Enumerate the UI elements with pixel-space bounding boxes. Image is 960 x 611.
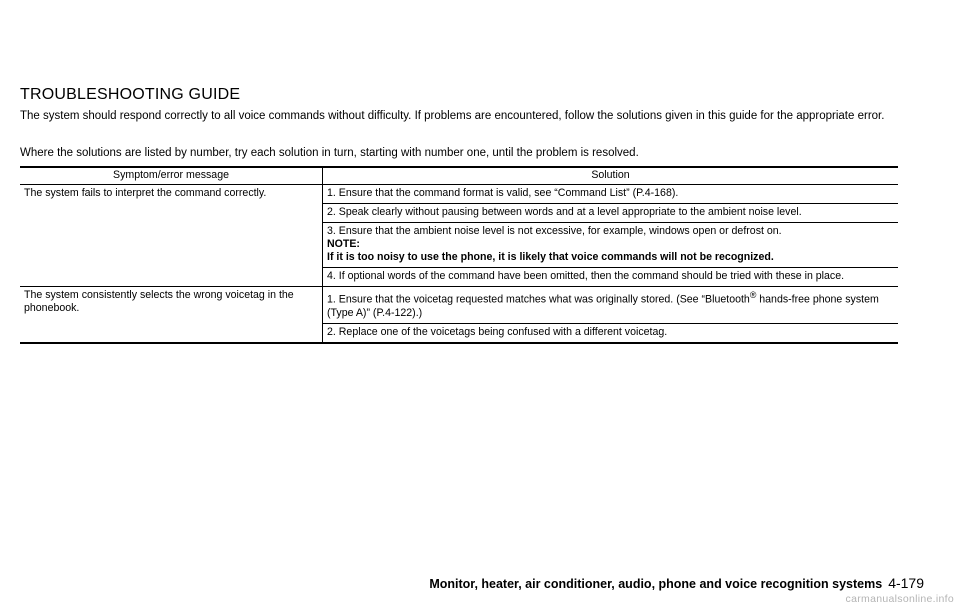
solution-text: 1. Ensure that the voicetag requested matches what was originally stored. (See “Bluetooth bbox=[327, 293, 750, 306]
intro-paragraph: The system should respond correctly to all voice commands without difficulty. If problems are encountered, follow the solutions given in this guide for the appropriate error. bbox=[20, 110, 885, 122]
table-row bbox=[20, 287, 898, 324]
solution-cell: 2. Speak clearly without pausing between words and at a level appropriate to the ambient noise level. bbox=[323, 204, 899, 223]
watermark: carmanualsonline.info bbox=[845, 593, 954, 605]
solution-cell: 1. Ensure that the command format is valid, see “Command List” (P.4-168). bbox=[323, 185, 899, 204]
troubleshooting-table bbox=[20, 166, 898, 344]
table-header-row bbox=[20, 167, 898, 185]
header-symptom: Symptom/error message bbox=[20, 167, 323, 185]
solution-cell bbox=[323, 223, 899, 268]
table-row bbox=[20, 185, 898, 204]
header-solution: Solution bbox=[323, 167, 899, 185]
symptom-cell: The system consistently selects the wrong voicetag in the phonebook. bbox=[20, 287, 323, 343]
instruction-paragraph: Where the solutions are listed by number, try each solution in turn, starting with number one, until the problem is resolved. bbox=[20, 147, 639, 159]
page-footer bbox=[429, 575, 924, 591]
solution-text: 3. Ensure that the ambient noise level is not excessive, for example, windows open or defrost on. bbox=[327, 225, 782, 237]
solution-cell: 4. If optional words of the command have been omitted, then the command should be tried with these in place. bbox=[323, 268, 899, 287]
note-title: NOTE: bbox=[327, 238, 360, 250]
solution-cell bbox=[323, 287, 899, 324]
note-body: If it is too noisy to use the phone, it is likely that voice commands will not be recognized. bbox=[327, 251, 774, 263]
registered-mark: ® bbox=[749, 290, 757, 300]
symptom-cell: The system fails to interpret the command correctly. bbox=[20, 185, 323, 287]
solution-text: hands-free phone system (Type A)” (P.4-122).) bbox=[327, 293, 879, 319]
page-title: TROUBLESHOOTING GUIDE bbox=[20, 86, 241, 103]
page-number: 4-179 bbox=[888, 575, 924, 591]
footer-section-title: Monitor, heater, air conditioner, audio, phone and voice recognition systems bbox=[429, 577, 883, 591]
solution-cell: 2. Replace one of the voicetags being confused with a different voicetag. bbox=[323, 323, 899, 343]
